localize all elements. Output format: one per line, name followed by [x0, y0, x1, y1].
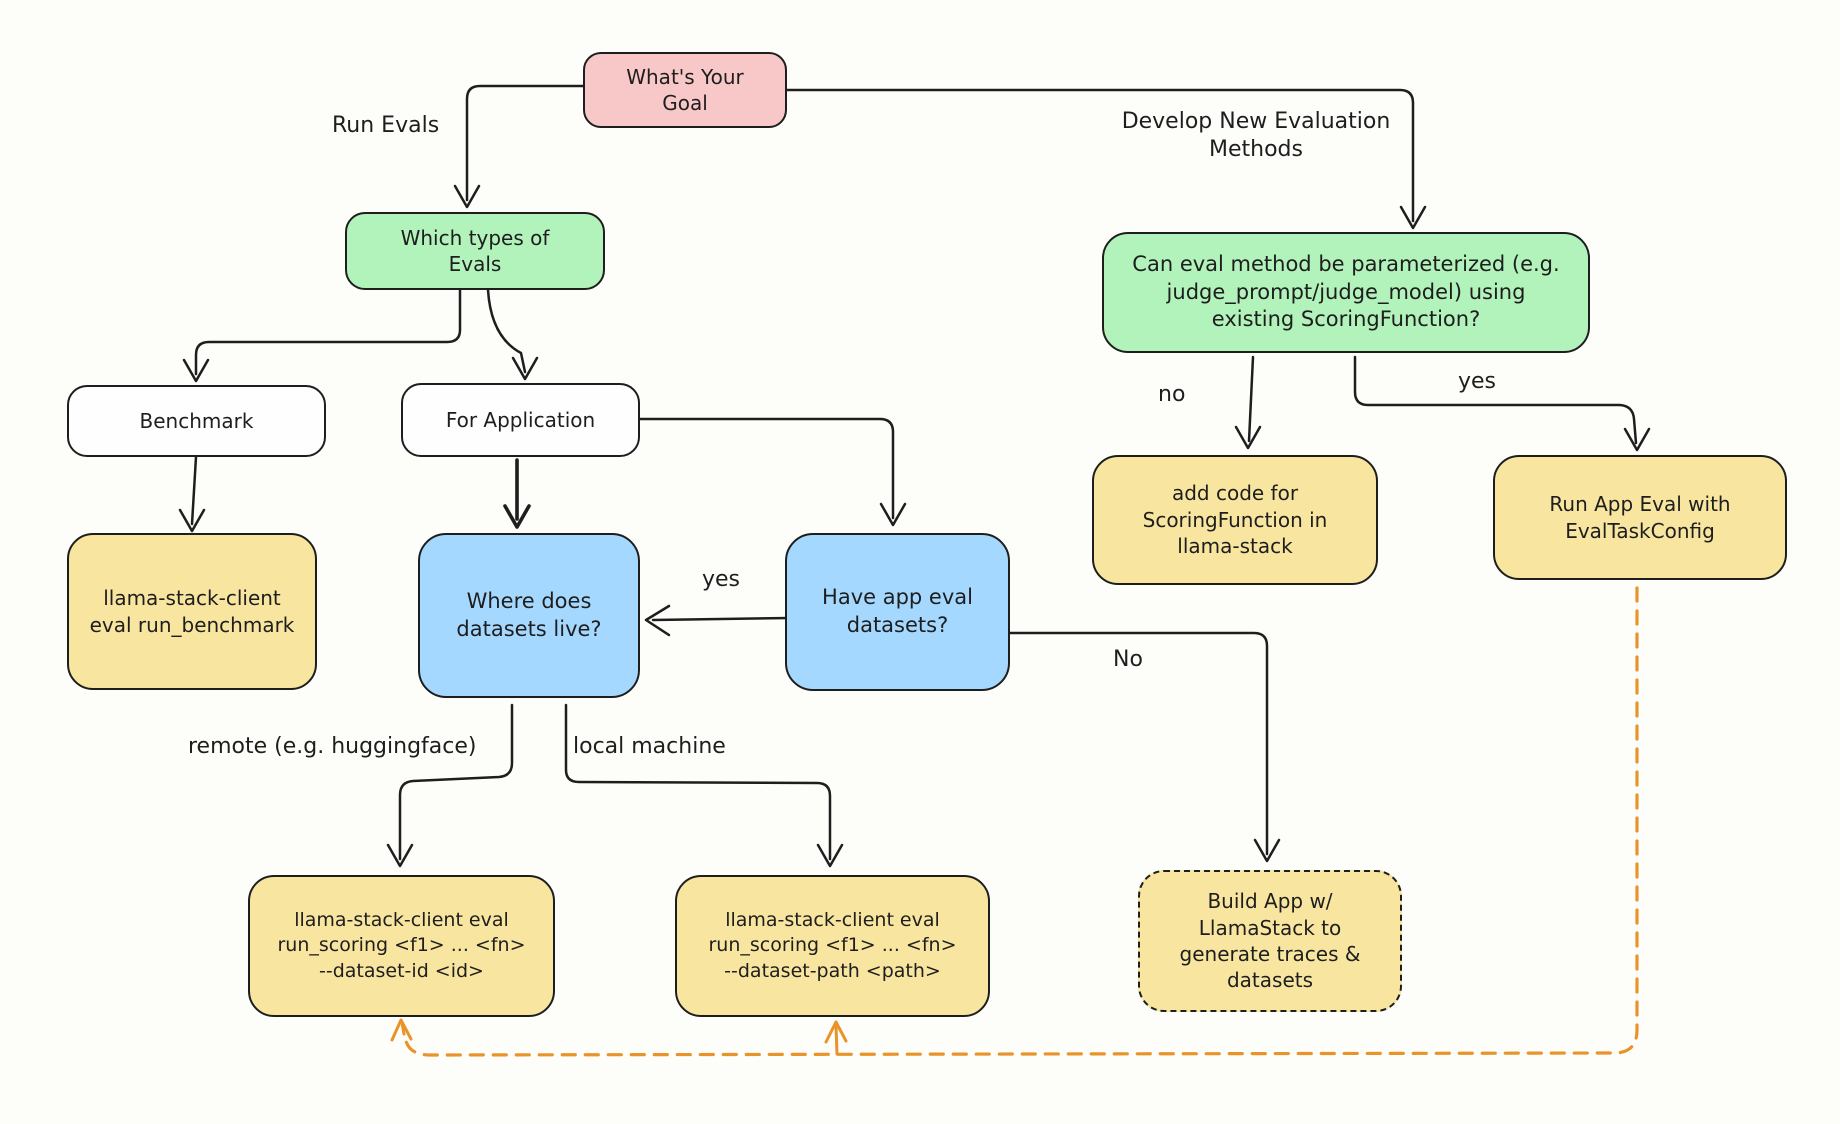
- edge-label-yes-mid: yes: [702, 567, 741, 592]
- node-for-application: [401, 383, 640, 457]
- arrow-types-to-forapp: [488, 290, 525, 372]
- node-text-line: Goal: [662, 91, 708, 115]
- node-text-line: datasets?: [846, 613, 949, 637]
- node-text-line: Where does: [466, 588, 592, 613]
- node-text-line: llama-stack-client: [103, 586, 281, 611]
- node-text-line: Have app eval: [822, 585, 973, 610]
- node-text-line: existing ScoringFunction?: [1211, 307, 1481, 332]
- node-text-line: --dataset-id <id>: [319, 959, 484, 982]
- node-text-line: Run App Eval with: [1549, 492, 1731, 517]
- edge-label-run-evals: Run Evals: [332, 113, 440, 138]
- node-where-does-datasets-live: [418, 533, 640, 698]
- node-text-line: Evals: [448, 252, 502, 276]
- node-text-line: run_scoring <f1> ... <fn>: [708, 934, 957, 957]
- node-text-line: Can eval method be parameterized (e.g.: [1132, 251, 1560, 276]
- node-have-app-eval-datasets: [785, 533, 1010, 691]
- node-build-app-llamastack: [1138, 870, 1402, 1012]
- node-whats-your-goal: [583, 52, 787, 128]
- node-add-code-scoringfunction: [1092, 455, 1378, 585]
- node-text-line: eval run_benchmark: [89, 612, 295, 637]
- node-text-line: llama-stack-client eval: [294, 909, 509, 932]
- arrow-forapp-to-havedatasets: [640, 419, 893, 518]
- edge-label-yes-right: yes: [1458, 369, 1497, 394]
- node-text-line: Which types of: [400, 225, 550, 250]
- arrow-goal-to-types: [467, 86, 583, 200]
- edge-label-line: Develop New Evaluation: [1121, 109, 1391, 134]
- node-run-app-eval-evaltaskconfig: [1493, 455, 1787, 580]
- node-text-line: Build App w/: [1207, 889, 1333, 914]
- node-text-line: EvalTaskConfig: [1565, 518, 1715, 543]
- arrow-where-to-remote: [400, 705, 512, 859]
- edge-label-local-machine: local machine: [573, 734, 726, 759]
- node-can-eval-be-parameterized: [1102, 232, 1590, 353]
- node-text-line: llama-stack-client eval: [725, 909, 940, 932]
- edge-label-remote: remote (e.g. huggingface): [188, 734, 477, 759]
- node-text-line: run_scoring <f1> ... <fn>: [277, 934, 526, 957]
- feedback-arrow-mid: [836, 1025, 837, 1054]
- node-run-benchmark-cmd: [67, 533, 317, 690]
- node-text-line: LlamaStack to: [1198, 915, 1342, 940]
- feedback-arrowhead-left: [392, 1020, 411, 1040]
- arrow-where-to-local: [566, 705, 830, 859]
- node-run-scoring-dataset-id: [248, 875, 555, 1017]
- node-which-types-of-evals: [345, 212, 605, 290]
- node-text-line: For Application: [445, 407, 596, 432]
- node-text-line: add code for: [1171, 481, 1299, 506]
- edge-label-no-mid: No: [1113, 647, 1143, 672]
- node-text-line: datasets: [1226, 968, 1314, 993]
- arrow-param-no-addcode: [1249, 357, 1253, 441]
- node-text-line: What's Your: [626, 64, 744, 89]
- edge-label-develop-new-methods: [1106, 108, 1406, 164]
- node-benchmark: [67, 385, 326, 457]
- node-text-line: datasets live?: [456, 616, 602, 641]
- node-text-line: --dataset-path <path>: [724, 959, 941, 982]
- node-text-line: generate traces &: [1179, 942, 1361, 966]
- node-text-line: Benchmark: [139, 408, 254, 433]
- edge-label-no-right: no: [1158, 382, 1186, 407]
- edge-label-line: Methods: [1209, 137, 1303, 163]
- node-text-line: llama-stack: [1177, 534, 1293, 559]
- arrow-types-to-benchmark: [196, 290, 460, 374]
- node-run-scoring-dataset-path: [675, 875, 990, 1017]
- arrowhead-runappeval: [1625, 429, 1649, 450]
- arrow-yes-to-where: [653, 618, 790, 620]
- node-text-line: ScoringFunction in: [1142, 507, 1328, 532]
- arrow-benchmark-to-runbench: [192, 457, 196, 524]
- node-text-line: judge_prompt/judge_model) using: [1166, 279, 1526, 304]
